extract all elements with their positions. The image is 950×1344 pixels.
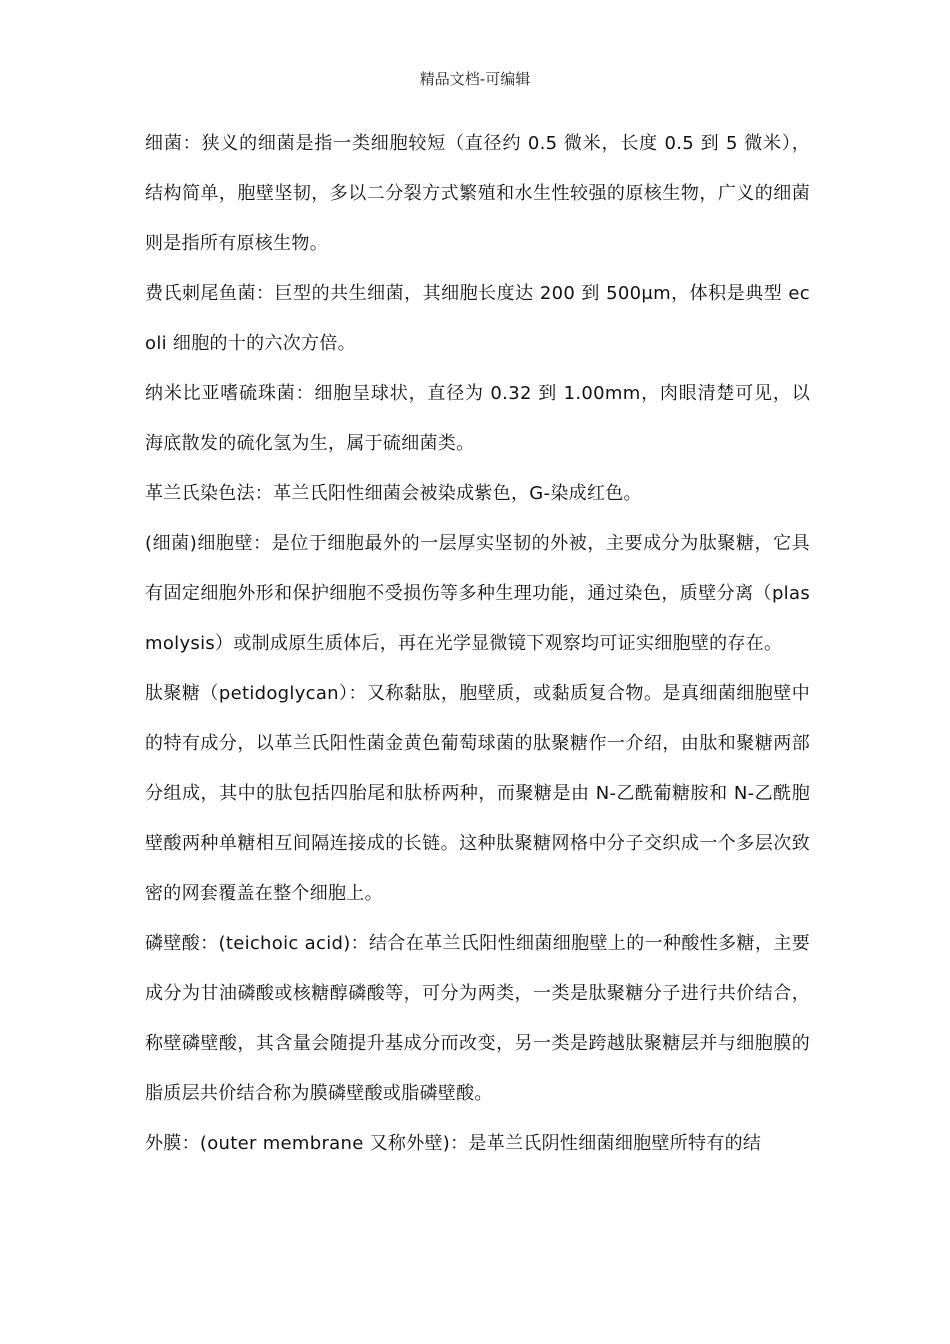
- paragraph-gram-stain: 革兰氏染色法：革兰氏阳性细菌会被染成紫色，G-染成红色。: [145, 483, 642, 504]
- paragraph-peptidoglycan: 肽聚糖（petidoglycan）：又称黏肽，胞壁质，或黏质复合物。是真细菌细胞壁中的特有成分，以革兰氏阳性菌金黄色葡萄球菌的肽聚糖作一介绍，由肽和聚糖两部分组成，其中的肽包括四胎尾和肽桥两种，而聚糖是由 N-乙酰葡糖胺和 N-乙酰胞壁酸两种单糖相互间隔连接成的长链。这种肽聚糖网格中分子交织成一个多层次致密的网套覆盖在整个细胞上。: [145, 683, 810, 904]
- paragraph-outer-membrane: 外膜：(outer membrane 又称外壁)：是革兰氏阴性细菌细胞壁所特有的结: [145, 1133, 762, 1154]
- paragraph-thiomargarita: 纳米比亚嗜硫珠菌：细胞呈球状，直径为 0.32 到 1.00mm，肉眼清楚可见，以海底散发的硫化氢为生，属于硫细菌类。: [145, 383, 810, 454]
- paragraph-bacteria: 细菌：狭义的细菌是指一类细胞较短（直径约 0.5 微米，长度 0.5 到 5 微米），结构简单，胞壁坚韧，多以二分裂方式繁殖和水生性较强的原核生物，广义的细菌则是指所有原核生物。: [145, 133, 810, 254]
- paragraph-cell-wall: (细菌)细胞壁：是位于细胞最外的一层厚实坚韧的外被，主要成分为肽聚糖，它具有固定细胞外形和保护细胞不受损伤等多种生理功能，通过染色，质壁分离（plasmolysis）或制成原生质体后，再在光学显微镜下观察均可证实细胞壁的存在。: [145, 533, 810, 654]
- paragraph-epulopiscium: 费氏刺尾鱼菌：巨型的共生细菌，其细胞长度达 200 到 500μm，体积是典型 ecoli 细胞的十的六次方倍。: [145, 283, 810, 354]
- document-body: [145, 119, 810, 1169]
- paragraph-teichoic-acid: 磷壁酸：(teichoic acid)：结合在革兰氏阳性细菌细胞壁上的一种酸性多糖，主要成分为甘油磷酸或核糖醇磷酸等，可分为两类，一类是肽聚糖分子进行共价结合，称壁磷壁酸，其含量会随提升基成分而改变，另一类是跨越肽聚糖层并与细胞膜的脂质层共价结合称为膜磷壁酸或脂磷壁酸。: [145, 933, 810, 1104]
- page-header: 精品文档-可编辑: [419, 70, 531, 88]
